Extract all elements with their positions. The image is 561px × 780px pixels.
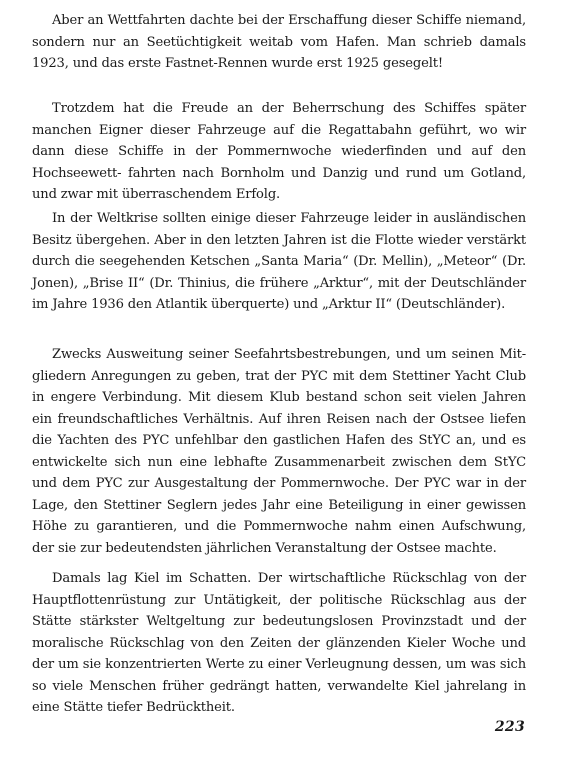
- paragraph-kiel: Damals lag Kiel im Schatten. Der wirtschaftliche Rückschlag von der Hauptflottenrüstung zur Untätigkeit, der politische Rückschlag aus der Stätte stärkster Weltgeltung zur bedeutungslosen Provinzstadt und der moralische Rückschlag von den Zeiten der glänzenden Kieler Woche und der um sie konzentrierten Werte zu einer Verleugnung dessen, um was sich so viele Menschen früher gedrängt hatten, verwandelte Kiel jahrelang in eine Stätte tiefer Bedrücktheit.: [32, 571, 526, 715]
- paragraph-stettiner-yacht-club: Zwecks Ausweitung seiner Seefahrtsbestrebungen, und um seinen Mit- gliedern Anregungen zu geben, trat der PYC mit dem Stettiner Yacht Club in engere Verbindung. Mit diesem Klub bestand schon seit vielen Jahren ein freundschaftliches Verhältnis. Auf ihren Reisen nach der Ostsee liefen die Yachten des PYC unfehlbar den gastlichen Hafen des StYC an, und es entwickelte sich nun eine lebhafte Zusammenarbeit zwischen dem StYC und dem PYC zur Ausgestaltung der Pommernwoche. Der PYC war in der Lage, den Stettiner Seglern jedes Jahr eine Beteiligung in einer gewissen Höhe zu garantieren, und die Pommernwoche nahm einen Aufschwung, der sie zur bedeutendsten jährlichen Veranstaltung der Ostsee machte.: [32, 347, 526, 556]
- paragraph-weltkrise: In der Weltkrise sollten einige dieser Fahrzeuge leider in ausländischen Besitz übergehen. Aber in den letzten Jahren ist die Flotte wieder verstärkt durch die seegehenden Ketschen „Santa Maria“ (Dr. Mellin), „Meteor“ (Dr. Jonen), „Brise II“ (Dr. Thinius, die frühere „Arktur“, mit der Deutschländer im Jahre 1936 den Atlantik überquerte) und „Arktur II“ (Deutschländer).: [32, 211, 526, 312]
- page-number: 223: [494, 719, 525, 735]
- paragraph-fastnet: Aber an Wettfahrten dachte bei der Erschaffung dieser Schiffe niemand, sondern nur an Seetüchtigkeit weitab vom Hafen. Man schrieb damals 1923, und das erste Fastnet-Rennen wurde erst 1925 gesegelt!: [32, 13, 526, 71]
- paragraph-regatta: Trotzdem hat die Freude an der Beherrschung des Schiffes später manchen Eigner dieser Fahrzeuge auf die Regattabahn geführt, wo wir dann diese Schiffe in der Pommernwoche wiederfinden und auf den Hochseewett- fahrten nach Bornholm und Danzig und rund um Gotland, und zwar mit überraschendem Erfolg.: [32, 101, 526, 202]
